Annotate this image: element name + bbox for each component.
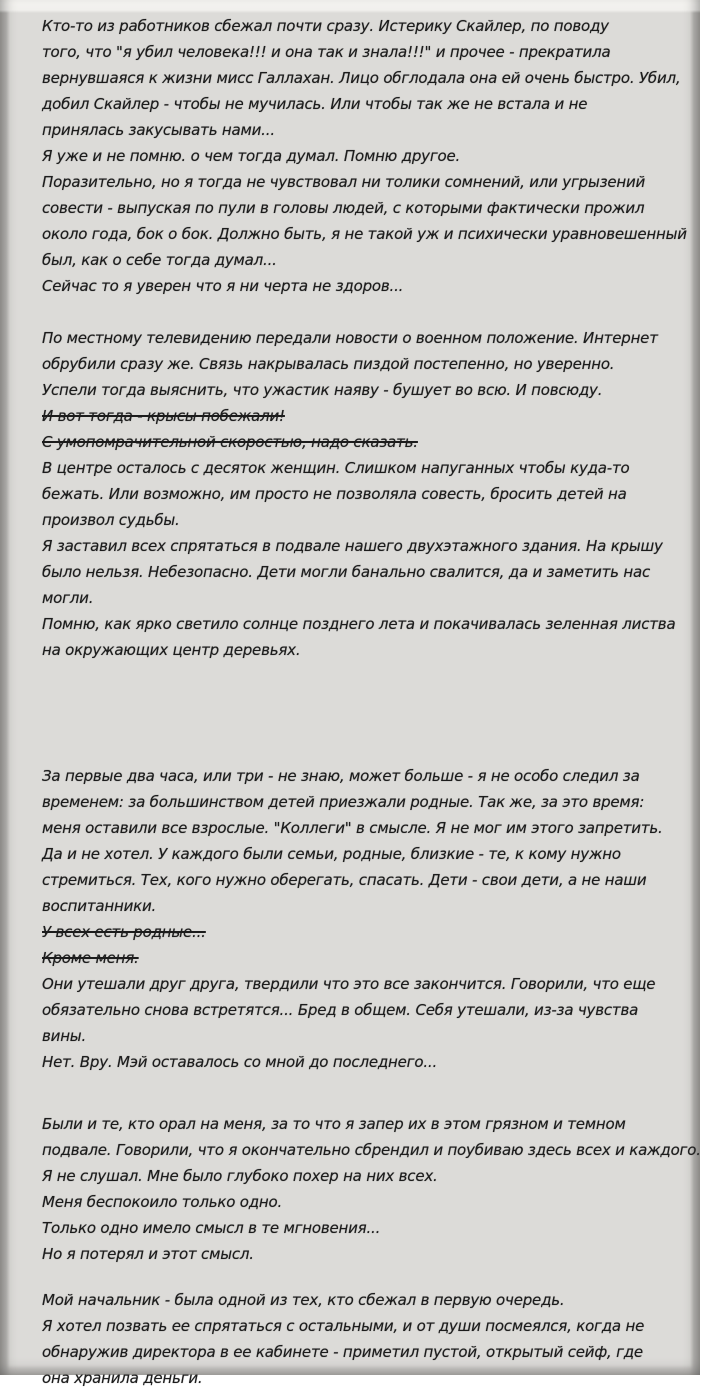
text-line: совести - выпуская по пули в головы людей, с которыми фактически прожил: [42, 199, 645, 217]
text-line: Но я потерял и этот смысл.: [42, 1245, 254, 1263]
struck-text-line: С умопомрачительной скоростью, надо сказать.: [42, 433, 418, 451]
text-line: Только одно имело смысл в те мгновения...: [42, 1219, 381, 1237]
text-line: В центре осталось с десяток женщин. Слишком напуганных чтобы куда-то: [42, 459, 630, 477]
text-line: произвол судьбы.: [42, 511, 180, 529]
text-line: стремиться. Тех, кого нужно оберегать, спасать. Дети - свои дети, а не наши: [42, 871, 647, 889]
text-line: Мой начальник - была одной из тех, кто сбежал в первую очередь.: [42, 1291, 565, 1309]
text-line: Были и те, кто орал на меня, за то что я запер их в этом грязном и темном: [42, 1115, 626, 1133]
paragraph: [42, 325, 676, 663]
text-line: временем: за большинством детей приезжали родные. Так же, за это время:: [42, 793, 645, 811]
paragraph: [42, 1287, 664, 1391]
text-line: добил Скайлер - чтобы не мучилась. Или чтобы так же не встала и не: [42, 95, 588, 113]
text-line: могли.: [42, 589, 94, 607]
struck-text-line: И вот тогда - крысы побежали!: [42, 407, 285, 425]
text-line: Да и не хотел. У каждого были семьи, родные, близкие - те, к кому нужно: [42, 845, 621, 863]
text-line: подвале. Говорили, что я окончательно сбрендил и поубиваю здесь всех и каждого.: [42, 1141, 701, 1159]
text-line: она хранила деньги.: [42, 1369, 203, 1387]
text-line: Сейчас то я уверен что я ни черта не здоров...: [42, 277, 404, 295]
text-line: Успели тогда выяснить, что ужастик наяву - бушует во всю. И повсюду.: [42, 381, 603, 399]
text-line: вины.: [42, 1027, 87, 1045]
text-line: Я уже и не помню. о чем тогда думал. Помню другое.: [42, 147, 461, 165]
text-line: Я заставил всех спрятаться в подвале нашего двухэтажного здания. На крышу: [42, 537, 663, 555]
text-line: меня оставили все взрослые. "Коллеги" в смысле. Я не мог им этого запретить.: [42, 819, 663, 837]
text-line: того, что "я убил человека!!! и она так и знала!!!" и прочее - прекратила: [42, 43, 611, 61]
text-line: бежать. Или возможно, им просто не позволяла совесть, бросить детей на: [42, 485, 627, 503]
text-line: обрубили сразу же. Связь накрывалась пиздой постепенно, но уверенно.: [42, 355, 615, 373]
text-line: воспитанники.: [42, 897, 157, 915]
paragraph: [42, 13, 687, 299]
text-line: Меня беспокоило только одно.: [42, 1193, 283, 1211]
text-line: около года, бок о бок. Должно быть, я не такой уж и психически уравновешенный: [42, 225, 687, 243]
text-line: Они утешали друг друга, твердили что это все закончится. Говорили, что еще: [42, 975, 656, 993]
text-line: вернувшаяся к жизни мисс Галлахан. Лицо обглодала она ей очень быстро. Убил,: [42, 69, 681, 87]
text-line: принялась закусывать нами...: [42, 121, 275, 139]
text-line: Кто-то из работников сбежал почти сразу. Истерику Скайлер, по поводу: [42, 17, 609, 35]
text-line: Помню, как ярко светило солнце позднего лета и покачивалась зеленная листва: [42, 615, 676, 633]
text-line: на окружающих центр деревьях.: [42, 641, 301, 659]
text-line: Я не слушал. Мне было глубоко похер на них всех.: [42, 1167, 438, 1185]
struck-text-line: У всех есть родные...: [42, 923, 206, 941]
text-line: обнаружив директора в ее кабинете - приметил пустой, открытый сейф, где: [42, 1343, 643, 1361]
text-line: Поразительно, но я тогда не чувствовал ни толики сомнений, или угрызений: [42, 173, 646, 191]
text-line: был, как о себе тогда думал...: [42, 251, 277, 269]
text-line: Нет. Вру. Мэй оставалось со мной до последнего...: [42, 1053, 438, 1071]
struck-text-line: Кроме меня.: [42, 949, 139, 967]
text-line: За первые два часа, или три - не знаю, может больше - я не особо следил за: [42, 767, 640, 785]
text-line: было нельзя. Небезопасно. Дети могли банально свалится, да и заметить нас: [42, 563, 651, 581]
text-line: По местному телевидению передали новости о военном положение. Интернет: [42, 329, 658, 347]
paragraph: [42, 1111, 701, 1267]
paragraph: [42, 763, 664, 1075]
text-line: обязательно снова встретятся... Бред в общем. Себя утешали, из-за чувства: [42, 1001, 639, 1019]
text-line: Я хотел позвать ее спрятаться с остальными, и от души посмеялся, когда не: [42, 1317, 645, 1335]
